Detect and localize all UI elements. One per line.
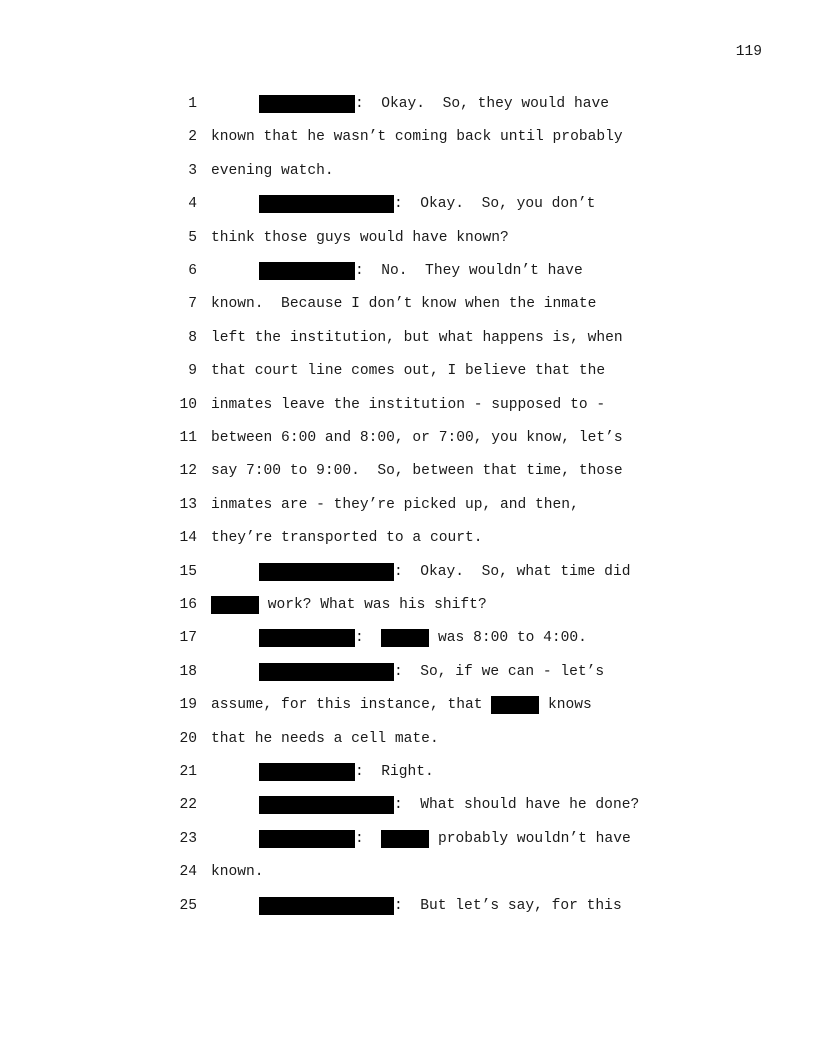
line-segment: known. (211, 864, 264, 881)
redaction-box (259, 262, 355, 280)
line-segment: work? What was his shift? (259, 597, 487, 613)
redaction-box (259, 195, 394, 213)
line-text (259, 795, 639, 815)
line-segment: evening watch. (211, 162, 334, 179)
line-number: 18 (179, 663, 197, 680)
redaction-box (491, 696, 539, 714)
line-text (259, 261, 583, 281)
line-text (259, 896, 622, 916)
line-text (211, 528, 483, 548)
line-segment: think those guys would have known? (211, 229, 509, 246)
line-text (211, 428, 623, 448)
line-text (211, 127, 623, 147)
redaction-box (259, 663, 394, 681)
redaction-box (259, 95, 355, 113)
redaction-box (259, 897, 394, 915)
line-number: 8 (188, 329, 197, 346)
line-number: 2 (188, 129, 197, 146)
line-number: 25 (179, 897, 197, 914)
redaction-box (381, 629, 429, 647)
line-text (259, 628, 587, 648)
redaction-box (259, 796, 394, 814)
redaction-box (259, 563, 394, 581)
line-number: 3 (188, 162, 197, 179)
line-number: 24 (179, 864, 197, 881)
line-number: 14 (179, 530, 197, 547)
line-segment: probably wouldn’t have (429, 830, 631, 847)
line-segment: : But let’s say, for this (394, 897, 622, 914)
line-segment: they’re transported to a court. (211, 530, 483, 547)
line-number: 1 (188, 96, 197, 112)
line-segment: inmates are - they’re picked up, and then, (211, 496, 579, 513)
redaction-box (211, 596, 259, 614)
line-number: 11 (179, 430, 197, 446)
line-segment: : What should have he done? (394, 797, 640, 814)
line-segment: : So, if we can - let’s (394, 663, 605, 680)
line-number: 19 (179, 697, 197, 714)
line-number: 12 (179, 463, 197, 480)
line-number: 16 (179, 597, 197, 613)
line-text (211, 161, 334, 181)
line-segment: : Okay. So, what time did (394, 563, 631, 580)
line-segment: assume, for this instance, that (211, 697, 492, 714)
line-text (211, 495, 579, 515)
line-number: 13 (179, 496, 197, 513)
line-text (211, 862, 264, 882)
line-number: 9 (188, 363, 197, 380)
line-number: 21 (179, 764, 197, 780)
line-segment: : (355, 630, 382, 647)
line-text (259, 194, 595, 214)
line-segment: : Right. (355, 764, 434, 780)
line-text (211, 461, 623, 481)
line-segment: : (355, 830, 382, 847)
line-number: 17 (179, 630, 197, 647)
page-number: 119 (735, 44, 762, 60)
line-segment: was 8:00 to 4:00. (429, 630, 587, 647)
line-text (211, 361, 605, 381)
redaction-box (259, 830, 355, 848)
line-number: 7 (188, 296, 197, 313)
line-number: 6 (188, 263, 197, 279)
line-number: 5 (188, 229, 197, 246)
line-text (211, 595, 487, 615)
line-segment: : Okay. So, they would have (355, 96, 609, 112)
line-segment: known. Because I don’t know when the inmate (211, 296, 597, 313)
line-number: 23 (179, 830, 197, 847)
line-segment: that court line comes out, I believe that the (211, 363, 606, 380)
line-segment: known that he wasn’t coming back until probably (211, 129, 623, 146)
line-segment: between 6:00 and 8:00, or 7:00, you know, let’s (211, 430, 623, 446)
line-number: 22 (179, 797, 197, 814)
line-segment: say 7:00 to 9:00. So, between that time, those (211, 463, 623, 480)
line-text (259, 562, 630, 582)
line-number: 4 (188, 196, 197, 213)
line-text (259, 662, 604, 682)
line-segment: inmates leave the institution - supposed to - (211, 396, 606, 413)
redaction-box (381, 830, 429, 848)
line-number: 15 (179, 563, 197, 580)
line-text (259, 762, 434, 782)
line-text (211, 395, 605, 415)
line-number: 20 (179, 730, 197, 747)
redaction-box (259, 763, 355, 781)
line-text (259, 94, 609, 114)
line-text (211, 729, 439, 749)
line-segment: knows (539, 697, 592, 714)
line-segment: that he needs a cell mate. (211, 730, 439, 747)
line-segment: : No. They wouldn’t have (355, 263, 583, 279)
line-segment: left the institution, but what happens is, when (211, 329, 623, 346)
line-text (211, 695, 592, 715)
line-segment: : Okay. So, you don’t (394, 196, 596, 213)
line-text (211, 328, 623, 348)
line-number: 10 (179, 396, 197, 413)
line-text (211, 294, 596, 314)
line-text (259, 829, 631, 849)
line-text (211, 228, 509, 248)
redaction-box (259, 629, 355, 647)
